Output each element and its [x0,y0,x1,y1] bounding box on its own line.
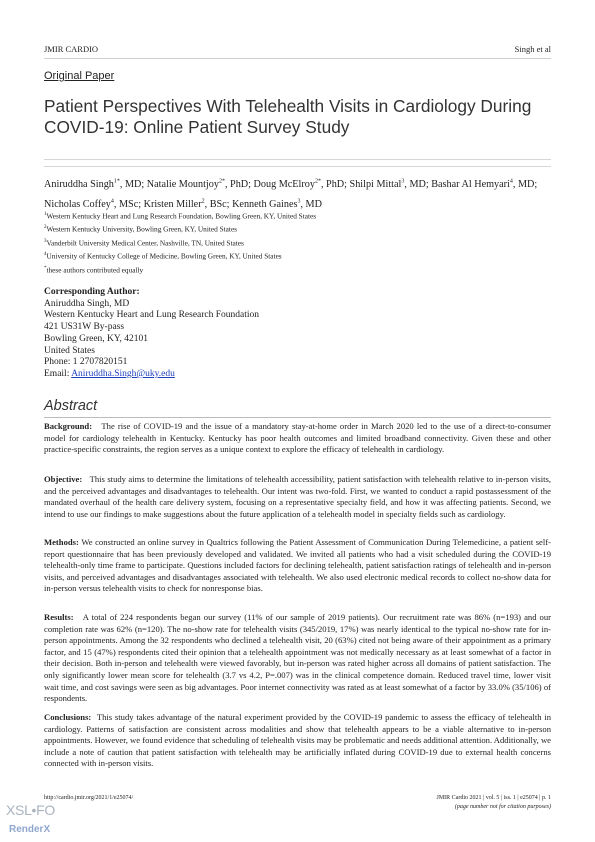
footer-citation: JMIR Cardio 2021 | vol. 5 | iss. 1 | e25074 | p. 1 (page number not for citation purposes) [436,795,551,810]
author: Bashar Al Hemyari$^4$, MD; [431,179,538,191]
title-divider-bottom [44,166,551,167]
author: Doug McElroy$^{2*}$, PhD; [253,179,350,191]
journal-name: JMIR CARDIO [44,44,99,54]
author-list [44,174,551,213]
abstract-results: Results: A total of 224 respondents began our survey (11% of our sample of 2019 patients). Our recruitment rate was 86% (n=193) and our completion rate was 62% (n=120). The no-show rate for telehealth visits (345/2019, 17%) was nearly identical to the typical no-show rate for in-person appointments. Among the 32 respondents who declined a telehealth visit, 20 (63%) cited not being aware of their appointment as a primary factor, and 15 (47%) respondents cited their opinion that a telehealth appointment was not medically necessary as at least somewhat of a factor in their decision. Both in-person and telehealth were viewed favorably, but in-person was rated higher across all domains of patient satisfaction. The only significantly lower mean score for telehealth (3.7 vs 4.2, P=.007) was in the clinical competence domain. Reduced travel time, lower visit wait time, and cost savings were seen as big advantages. Poor internet connectivity was rated as at least somewhat of a factor by 33.0% (35/106) of respondents. [44,612,552,704]
abstract-conclusions: Conclusions: This study takes advantage of the natural experiment provided by the COVID-19 pandemic to assess the efficacy of telehealth in cardiology. Patterns of satisfaction are consistent across modalities and show that telehealth appears to be a viable alternative to in-person appointments. However, we found evidence that scheduling of telehealth visits may be problematic and needs additional attention. Additionally, we include a note of caution that patient satisfaction with telehealth may be artificially inflated during COVID-19 due to external health concerns connected with in-person visits. [44,712,552,769]
footer-url: http://cardio.jmir.org/2021/1/e25074/ [44,795,134,801]
affiliation: $^3$Vanderbilt University Medical Center, Nashville, TN, United States [44,238,244,248]
affiliation: $^1$Western Kentucky Heart and Lung Research Foundation, Bowling Green, KY, United States [44,211,317,221]
affiliation: $^2$Western Kentucky University, Bowling Green, KY, United States [44,224,238,234]
article-type: Original Paper [44,70,115,82]
paper-title: Patient Perspectives With Telehealth Visits in Cardiology During COVID-19: Online Patient Survey Study [44,96,532,137]
corresponding-line: 421 US31W By-pass [44,322,125,333]
running-authors: Singh et al [514,44,551,54]
corresponding-heading: Corresponding Author: [44,287,140,297]
abstract-methods: Methods: We constructed an online survey in Qualtrics following the Patient Assessment of Communication During Telemedicine, a patient self-report questionnaire that has been previously developed and validated. We invited all patients who had a visit scheduled during the COVID-19 telehealth-only time frame to participate. Questions included factors for declining telehealth, patient satisfaction ratings of telehealth and in-person visits, and perceived advantages and disadvantages associated with telehealth. We also used electronic medical records to collect no-show data for in-person versus telehealth visits to check for nonresponse bias. [44,537,551,594]
corresponding-line: Bowling Green, KY, 42101 [44,333,149,344]
affiliation: $^4$University of Kentucky College of Medicine, Bowling Green, KY, United States [44,251,282,261]
corresponding-line: Aniruddha Singh, MD [44,298,130,309]
affiliation-list [44,208,551,275]
affiliation: *these authors contributed equally [44,264,144,274]
abstract-divider [44,417,551,418]
author: Shilpi Mittal$^3$, MD; [349,179,432,191]
author: Nicholas Coffey$^4$, MSc; [44,198,144,210]
email-link[interactable]: Aniruddha.Singh@uky.edu [71,368,175,379]
abstract-heading: Abstract [44,398,98,414]
title-divider-top [44,159,551,160]
author: Kristen Miller$^2$, BSc; [143,198,233,210]
author: Aniruddha Singh$^{1*}$, MD; [44,179,147,191]
corresponding-line: Western Kentucky Heart and Lung Research Foundation [44,310,260,321]
abstract-objective: Objective: This study aims to determine the limitations of telehealth accessibility, patient satisfaction with telehealth relative to in-person visits, and the perceived advantages and disadvantages to telehealth. Our intent was two-fold. First, we wanted to conduct a rapid postassessment of the mandated overhaul of the health care delivery system, focusing on a representative specialty field, and how it was affecting patients. Second, we intend to use our findings to make suggestions about the future application of a telehealth model in specialty fields such as cardiology. [44,474,551,519]
corresponding-line: Phone: 1 2707820151 [44,357,128,368]
corresponding-line: United States [44,345,95,356]
corresponding-author [44,287,259,381]
header-divider [44,58,551,59]
xslfo-watermark-logo: XSL•FO [6,802,56,818]
author: Kenneth Gaines$^3$, MD [232,198,322,210]
email-line: Email: Aniruddha.Singh@uky.edu [44,368,175,379]
renderx-watermark-logo: RenderX [9,824,51,835]
abstract-background: Background: The rise of COVID-19 and the issue of a mandatory stay-at-home order in March 2020 led to the use of a direct-to-consumer model for cardiology telehealth in Kentucky. Kentucky has poor health outcomes and limited broadband connectivity. Given these and other practice-specific constraints, the region serves as a unique context to explore the efficacy of telehealth in cardiology. [44,421,551,455]
author: Natalie Mountjoy$^{2*}$, PhD; [146,179,254,191]
running-header [44,44,551,56]
